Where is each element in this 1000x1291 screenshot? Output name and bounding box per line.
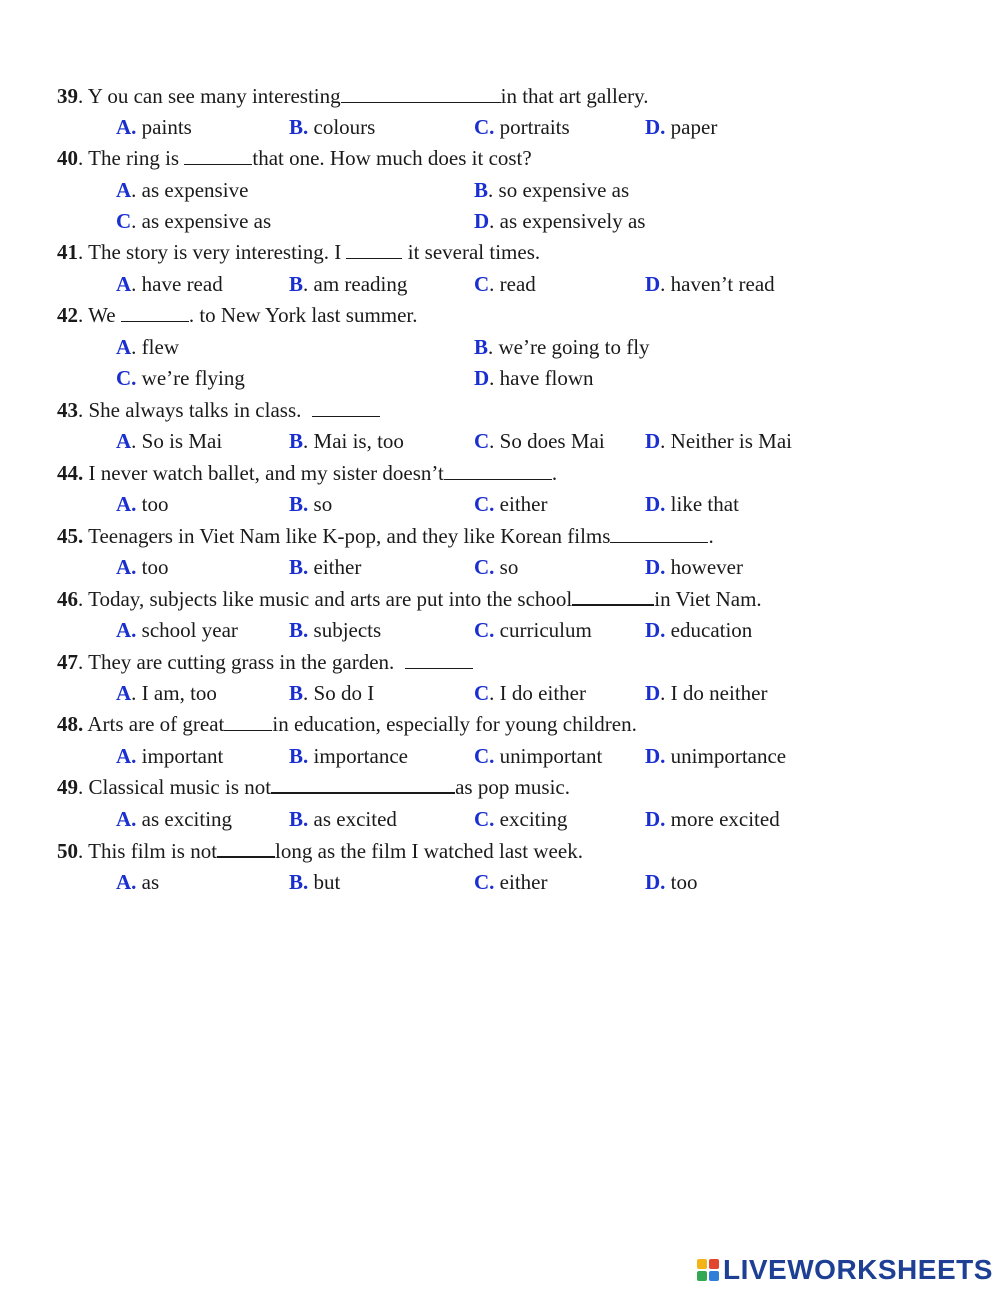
option-text: portraits	[494, 115, 570, 139]
option-text: . So does Mai	[489, 429, 605, 453]
option-letter: B	[289, 272, 304, 296]
question-text: . Y ou can see many interesting	[78, 84, 341, 108]
question-39	[57, 81, 649, 111]
option-text: education	[665, 618, 753, 642]
question-number: 46	[57, 587, 78, 611]
option-letter: B.	[289, 492, 309, 516]
option-letter: A.	[116, 744, 137, 768]
option-text: subjects	[308, 618, 382, 642]
question-40	[57, 143, 532, 173]
question-text-end: that one. How much does it cost?	[252, 146, 532, 170]
option-a[interactable]	[116, 867, 159, 897]
option-text: . I am, too	[131, 681, 217, 705]
option-d[interactable]	[645, 269, 775, 299]
question-44	[57, 458, 557, 488]
option-d[interactable]	[645, 489, 739, 519]
option-text: either	[494, 492, 548, 516]
option-text: unimportance	[665, 744, 787, 768]
question-number: 47	[57, 650, 78, 674]
option-letter: B	[474, 335, 489, 359]
option-letter: D	[474, 209, 490, 233]
option-letter: C	[474, 272, 490, 296]
option-text: . I do neither	[660, 681, 768, 705]
option-a[interactable]	[116, 804, 232, 834]
option-letter: C	[474, 681, 490, 705]
option-d[interactable]	[645, 615, 752, 645]
option-letter: B.	[289, 870, 309, 894]
option-letter: A.	[116, 618, 137, 642]
question-number: 43	[57, 398, 78, 422]
option-text: paper	[665, 115, 718, 139]
option-letter: B	[289, 429, 304, 453]
option-c[interactable]	[474, 867, 547, 897]
question-text-end: . to New York last summer.	[188, 303, 418, 327]
question-text: . This film is not	[78, 839, 218, 863]
option-letter: B	[289, 681, 304, 705]
option-d[interactable]	[474, 206, 645, 236]
option-letter: D.	[645, 618, 666, 642]
question-text: . We	[78, 303, 121, 327]
answer-blank[interactable]	[405, 648, 473, 669]
option-a[interactable]	[116, 741, 223, 771]
option-letter: D.	[645, 744, 666, 768]
option-text: . Neither is Mai	[660, 429, 792, 453]
option-text: . as expensive	[131, 178, 249, 202]
question-49	[57, 772, 570, 802]
option-letter: A	[116, 272, 132, 296]
question-41	[57, 237, 540, 267]
question-number: 48.	[57, 712, 84, 736]
option-letter: A	[116, 681, 132, 705]
logo-block	[697, 1259, 707, 1269]
option-c[interactable]	[474, 678, 586, 708]
answer-blank[interactable]	[341, 82, 501, 103]
option-letter: C.	[474, 115, 495, 139]
option-text: unimportant	[494, 744, 603, 768]
option-text: . So do I	[303, 681, 375, 705]
question-42	[57, 300, 418, 330]
question-number: 41	[57, 240, 78, 264]
option-b[interactable]	[289, 867, 340, 897]
option-letter: C.	[474, 870, 495, 894]
option-text: school year	[136, 618, 238, 642]
option-b[interactable]	[289, 678, 374, 708]
option-letter: A.	[116, 807, 137, 831]
option-c[interactable]	[474, 489, 547, 519]
question-43	[57, 395, 380, 425]
option-text: as	[136, 870, 160, 894]
option-d[interactable]	[474, 363, 594, 393]
question-45	[57, 521, 714, 551]
option-letter: B	[474, 178, 489, 202]
question-text: . They are cutting grass in the garden.	[78, 650, 405, 674]
option-letter: C.	[474, 807, 495, 831]
option-text: . haven’t read	[660, 272, 775, 296]
option-letter: C	[116, 209, 132, 233]
answer-blank[interactable]	[346, 238, 402, 259]
question-text: Arts are of great	[83, 712, 225, 736]
option-letter: D	[645, 429, 661, 453]
question-number: 42	[57, 303, 78, 327]
option-text: too	[136, 555, 169, 579]
question-text-end: in that art gallery.	[500, 84, 649, 108]
option-text: . as expensively as	[489, 209, 646, 233]
option-text: . am reading	[303, 272, 408, 296]
option-b[interactable]	[289, 426, 404, 456]
option-c[interactable]	[474, 804, 567, 834]
option-c[interactable]	[474, 112, 570, 142]
option-d[interactable]	[645, 741, 786, 771]
option-text: as excited	[308, 807, 397, 831]
option-letter: C.	[474, 555, 495, 579]
question-number: 40	[57, 146, 78, 170]
option-a[interactable]	[116, 615, 238, 645]
option-text: . Mai is, too	[303, 429, 404, 453]
question-number: 49	[57, 775, 78, 799]
option-b[interactable]	[474, 332, 650, 362]
question-text-end: .	[708, 524, 714, 548]
option-text: but	[308, 870, 341, 894]
question-47	[57, 647, 473, 677]
option-c[interactable]	[116, 363, 245, 393]
question-text-end: as pop music.	[455, 775, 570, 799]
option-text: . I do either	[489, 681, 586, 705]
option-letter: B.	[289, 744, 309, 768]
option-text: like that	[665, 492, 739, 516]
option-d[interactable]	[645, 552, 743, 582]
option-letter: A.	[116, 555, 137, 579]
option-letter: D.	[645, 807, 666, 831]
option-b[interactable]	[474, 175, 629, 205]
option-text: . so expensive as	[488, 178, 630, 202]
question-text: . The story is very interesting. I	[78, 240, 347, 264]
question-number: 44.	[57, 461, 84, 485]
option-letter: A	[116, 429, 132, 453]
option-text: importance	[308, 744, 408, 768]
question-text: . Today, subjects like music and arts are put into the school	[78, 587, 573, 611]
question-text: . She always talks in class.	[78, 398, 312, 422]
option-letter: A.	[116, 492, 137, 516]
option-a[interactable]	[116, 552, 169, 582]
answer-blank[interactable]	[121, 301, 189, 322]
option-letter: B.	[289, 555, 309, 579]
option-letter: B.	[289, 115, 309, 139]
option-text: so	[308, 492, 333, 516]
option-c[interactable]	[474, 615, 592, 645]
option-a[interactable]	[116, 426, 222, 456]
answer-blank[interactable]	[271, 772, 455, 794]
option-c[interactable]	[474, 269, 536, 299]
logo-blocks-icon	[697, 1259, 719, 1281]
option-text: exciting	[494, 807, 568, 831]
option-text: . have read	[131, 272, 223, 296]
answer-blank[interactable]	[572, 584, 654, 606]
option-a[interactable]	[116, 112, 192, 142]
option-a[interactable]	[116, 269, 223, 299]
option-text: paints	[136, 115, 192, 139]
logo-block	[709, 1259, 719, 1269]
option-b[interactable]	[289, 741, 408, 771]
option-c[interactable]	[474, 552, 518, 582]
option-text: . we’re going to fly	[488, 335, 650, 359]
option-text: . as expensive as	[131, 209, 272, 233]
option-text: however	[665, 555, 743, 579]
question-text: I never watch ballet, and my sister doesn’t	[83, 461, 444, 485]
option-text: . have flown	[489, 366, 594, 390]
logo-text: LIVEWORKSHEETS	[723, 1254, 993, 1285]
question-text: Teenagers in Viet Nam like K-pop, and they like Korean films	[83, 524, 611, 548]
option-a[interactable]	[116, 489, 169, 519]
option-text: important	[136, 744, 224, 768]
option-letter: C	[474, 429, 490, 453]
option-d[interactable]	[645, 678, 767, 708]
option-d[interactable]	[645, 804, 780, 834]
option-letter: D.	[645, 555, 666, 579]
option-d[interactable]	[645, 426, 792, 456]
option-a[interactable]	[116, 175, 248, 205]
question-50	[57, 836, 583, 866]
option-letter: D.	[645, 115, 666, 139]
option-text: too	[665, 870, 698, 894]
option-b[interactable]	[289, 615, 381, 645]
answer-blank[interactable]	[610, 522, 708, 543]
option-letter: A.	[116, 870, 137, 894]
question-48	[57, 709, 637, 739]
option-b[interactable]	[289, 489, 332, 519]
question-text-end: long as the film I watched last week.	[275, 839, 583, 863]
answer-blank[interactable]	[224, 710, 272, 731]
option-text: colours	[308, 115, 376, 139]
option-letter: A.	[116, 115, 137, 139]
option-c[interactable]	[116, 206, 271, 236]
option-text: either	[494, 870, 548, 894]
option-a[interactable]	[116, 332, 179, 362]
option-letter: A	[116, 335, 132, 359]
question-text-end: .	[551, 461, 558, 485]
option-letter: D.	[645, 870, 666, 894]
answer-blank[interactable]	[444, 459, 552, 480]
question-46	[57, 584, 762, 614]
logo-block	[697, 1271, 707, 1281]
option-d[interactable]	[645, 112, 717, 142]
option-letter: D	[474, 366, 490, 390]
option-c[interactable]	[474, 426, 605, 456]
option-b[interactable]	[289, 112, 375, 142]
option-text: so	[494, 555, 519, 579]
question-text: . The ring is	[78, 146, 185, 170]
question-text-end: in education, especially for young children.	[272, 712, 637, 736]
question-text-end: in Viet Nam.	[654, 587, 762, 611]
option-b[interactable]	[289, 804, 397, 834]
option-letter: D	[645, 272, 661, 296]
option-letter: D.	[645, 492, 666, 516]
liveworksheets-logo	[697, 1254, 993, 1286]
option-letter: C.	[474, 618, 495, 642]
question-number: 50	[57, 839, 78, 863]
option-text: . So is Mai	[131, 429, 223, 453]
option-a[interactable]	[116, 678, 217, 708]
question-number: 39	[57, 84, 78, 108]
option-letter: C.	[474, 492, 495, 516]
option-letter: C.	[474, 744, 495, 768]
question-text-end: it several times.	[402, 240, 541, 264]
answer-blank[interactable]	[312, 396, 380, 417]
option-text: curriculum	[494, 618, 592, 642]
option-text: more excited	[665, 807, 780, 831]
option-letter: B.	[289, 807, 309, 831]
option-letter: B.	[289, 618, 309, 642]
option-c[interactable]	[474, 741, 602, 771]
option-text: either	[308, 555, 362, 579]
question-number: 45.	[57, 524, 84, 548]
option-text: we’re flying	[136, 366, 245, 390]
option-letter: D	[645, 681, 661, 705]
option-d[interactable]	[645, 867, 698, 897]
answer-blank[interactable]	[184, 144, 252, 165]
answer-blank[interactable]	[217, 836, 275, 858]
option-b[interactable]	[289, 269, 407, 299]
option-text: as exciting	[136, 807, 233, 831]
option-letter: C.	[116, 366, 137, 390]
option-text: too	[136, 492, 169, 516]
option-text: . read	[489, 272, 536, 296]
question-text: . Classical music is not	[78, 775, 272, 799]
option-b[interactable]	[289, 552, 361, 582]
logo-block	[709, 1271, 719, 1281]
option-letter: A	[116, 178, 132, 202]
option-text: . flew	[131, 335, 179, 359]
